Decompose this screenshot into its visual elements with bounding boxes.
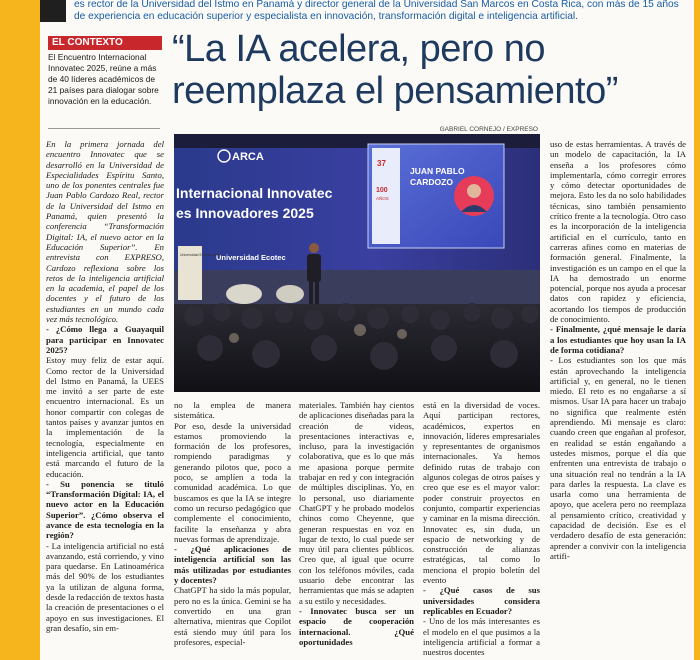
question: - Su ponencia se tituló “Transformación Digital: IA, el nuevo actor en la Educación Superior”. ¿Cómo observa el avance de esta tecnología en la región?	[46, 478, 164, 541]
banner-line-2: es Innovadores 2025	[176, 205, 314, 221]
column-2	[174, 400, 291, 647]
question: - ¿Qué casos de sus universidades considera replicables en Ecuador?	[423, 585, 540, 616]
headline: “La IA acelera, pero no reemplaza el pensamiento”	[172, 28, 618, 112]
author-bio: es rector de la Universidad del Istmo en Panamá y director general de la Universidad San Marcos en Costa Rica, con más de 15 años de experiencia en educación superior y especialista en innovación, transformación digital e inteligencia artificial.	[74, 0, 679, 22]
context-divider	[48, 128, 160, 129]
stage-armchair	[276, 285, 304, 303]
question: - ¿Cómo llega a Guayaquil para participar en Innovatec 2025?	[46, 324, 164, 355]
event-photo-graphic	[174, 134, 540, 392]
screen-badge-anos: AÑOS	[376, 196, 389, 201]
answer: - Uno de los más interesantes es el modelo en el que pusimos a la inteligencia artificial a formar a nuestros docentes	[423, 616, 540, 658]
column-4	[423, 400, 540, 657]
bio-strip	[40, 0, 694, 22]
banner-line-1: Internacional Innovatec	[176, 185, 333, 201]
newspaper-page	[40, 0, 694, 660]
screen-name-line-2: CARDOZO	[410, 177, 453, 187]
speaker-portrait-face	[467, 184, 481, 198]
event-photo	[174, 134, 540, 392]
column-5	[550, 139, 686, 561]
answer-continued: uso de estas herramientas. A través de un modelo de capacitación, la IA enseña a los profesores cómo implementarla, cómo corregir errores y cómo detectar oportunidades de mejora. Esto les da no solo habilidades técnicas, sino también pensamiento crítico frente a la tecnología. Otro caso es la incorporación de la inteligencia artificial en el currículo, tanto en carreras afines como en materias de formación general. Finalmente, la investigación es un campo en el que la IA ha demostrado un enorme potencial, porque nos ayuda a procesar datos con rapidez y eficiencia, acortando los tiempos de producción de conocimiento.	[550, 139, 686, 325]
context-text: El Encuentro Internacional Innovatec 2025, reúne a más de 40 líderes académicos de 21 países para dialogar sobre innovación en la educación.	[48, 52, 159, 106]
page-margin-left	[0, 0, 40, 660]
question: - ¿Qué aplicaciones de inteligencia artificial son las más utilizadas por estudiantes y docentes?	[174, 544, 291, 586]
context-label: EL CONTEXTO	[48, 36, 162, 50]
speaker-head	[309, 243, 319, 253]
column-1	[46, 139, 164, 633]
screen-badge-37: 37	[377, 159, 386, 168]
answer: Estoy muy feliz de estar aquí. Como rector de la Universidad del Istmo en Panamá, la UEES me invitó a ser parte de este encuentro internacional. Es un honor compartir con colegas de tantos países y avanzar juntos en la implementación de la tecnología, especialmente en inteligencia artificial, que tanto está marcando el futuro de la educación.	[46, 355, 164, 479]
answer: - Los estudiantes son los que más están aprovechando la inteligencia artificial y, en general, no le tienen miedo. El reto es no engañarse a sí mismos. Usar IA para hacer un trabajo no significa que realmente estén aprendiendo. Mi mensaje es claro: cuando creen que engañan al profesor, en realidad se están engañando a ustedes mismos, porque el día que enfrenten una entrevista de trabajo o una situación real no tendrán a la IA para darles la respuesta. La clave es usarla como una herramienta de apoyo, que acelera pero no reemplaza al pensamiento crítico, creatividad y capacidad de decisión. Ese es el verdadero desafío de esta generación: aprender a convivir con la inteligencia artifi-	[550, 355, 686, 561]
screen-name-line-1: JUAN PABLO	[410, 166, 465, 176]
answer: Por eso, desde la universidad estamos promoviendo la formación de los profesores, rompiendo paradigmas y generando pilotos que, poco a poco, se amplíen a toda la comunidad académica. Lo que buscamos es que la IA se integre como un recurso pedagógico que complemente el conocimiento, facilite la enseñanza y abra nuevas formas de aprendizaje.	[174, 420, 291, 544]
answer: ChatGPT ha sido la más popular, pero no es la única. Gemini se ha convertido en una gran alternativa, mientras que Copilot está siendo muy útil para los profesores, especial-	[174, 585, 291, 647]
column-3	[299, 400, 414, 647]
answer-continued: no la emplea de manera sistemática.	[174, 400, 291, 421]
lead-paragraph: En la primera jornada del encuentro Innovatec que se desarrolló en la Universidad de Especialidades Espíritu Santo, uno de los ponentes centrales fue Juan Pablo Cardozo Real, rector de la Universidad del Istmo en Panamá, quien presentó la conferencia “Transformación Digital: IA, el nuevo actor en la Educación Superior”. En entrevista con EXPRESO, Cardozo reflexiona sobre los retos de la inteligencia artificial en la academia, el papel de los docentes y el futuro de los estudiantes en un mundo cada vez más tecnológico.	[46, 139, 164, 325]
screen-badge-100: 100	[376, 187, 388, 194]
stage-armchair	[226, 284, 262, 304]
podium-label: Universidad Espíritu Santo	[180, 253, 222, 257]
photo-credit: GABRIEL CORNEJO / EXPRESO	[439, 126, 538, 133]
question: - Finalmente, ¿qué mensaje le daría a los estudiantes que hoy usan la IA de forma cotidiana?	[550, 324, 686, 355]
arca-logo-text: ARCA	[232, 151, 264, 163]
ecotec-logo-text: Universidad Ecotec	[216, 253, 286, 262]
answer: - La inteligencia artificial no está avanzando, está corriendo, y vino para quedarse. En Latinoamérica más del 90% de los estudiantes ya la utilizan de alguna forma, desde la redacción de textos hasta la creación de presentaciones o el apoyo en sus investigaciones. El gran desafío, sin em-	[46, 540, 164, 633]
speaker-body	[307, 254, 321, 282]
speaker-leg	[309, 282, 313, 304]
speaker-leg	[315, 282, 319, 304]
page-margin-right	[694, 0, 700, 660]
answer-continued: materiales. También hay cientos de aplicaciones diseñadas para la creación de videos, presentaciones interactivas e, incluso, para la investigación colaborativa, que es lo que más me apasiona porque permite trabajar en red y con integración de múltiples disciplinas. Yo, en lo personal, uso diariamente ChatGPT y he probado modelos chinos como Cheyenne, que generan respuestas en voz en lugar de texto, lo cual puede ser muy útil para clientes públicos. Creo que, al igual que ocurre con los teléfonos móviles, cada usuario debe encontrar las herramientas que más se adapten a su estilo y necesidades.	[299, 400, 414, 606]
bio-strip-marker	[40, 0, 66, 22]
answer: está en la diversidad de voces. Aquí participan rectores, académicos, expertos en innovación, líderes empresariales y representantes de organismos internacionales. Ya hemos definido rutas de trabajo con algunos colegas de otros países y creo que ese es el mayor valor: poder construir proyectos en conjunto, compartir experiencias y caminar en la misma dirección. Innovatec es, sin duda, un espacio de networking y de construcción de alianzas estratégicas, tal como lo menciona el propio boletín del evento	[423, 400, 540, 586]
question: - Innovatec busca ser un espacio de cooperación internacional. ¿Qué oportunidades	[299, 605, 414, 647]
